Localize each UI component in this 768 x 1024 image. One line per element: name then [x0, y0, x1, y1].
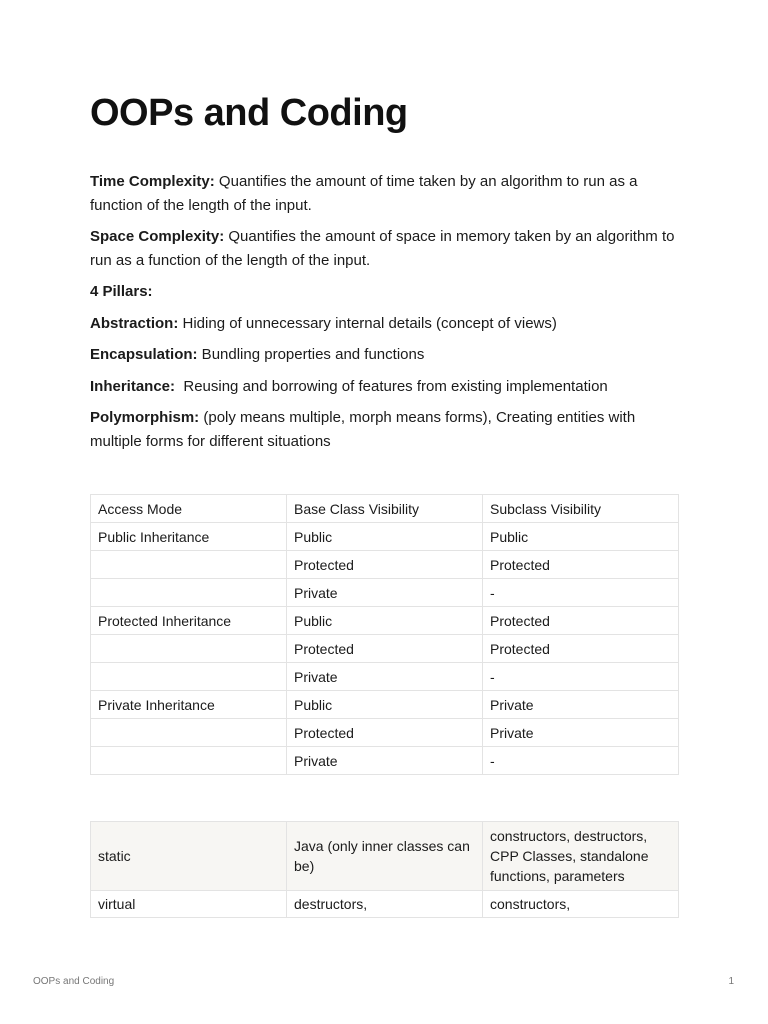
pillars-heading: [90, 280, 678, 304]
table-cell: Private: [287, 579, 483, 607]
definition-term: Polymorphism:: [90, 409, 200, 426]
definition-term: Inheritance:: [90, 377, 176, 395]
table-row: [91, 891, 679, 918]
table-row: [91, 523, 679, 551]
definition-term: Time Complexity:: [90, 173, 215, 190]
table-cell: [91, 747, 287, 775]
row-header-cell: virtual: [91, 891, 287, 918]
header-cell: Subclass Visibility: [483, 495, 679, 523]
table-cell: Private Inheritance: [91, 691, 287, 719]
table-cell: [91, 579, 287, 607]
table-row: [91, 607, 679, 635]
table-cell: Public: [483, 523, 679, 551]
definition-text: Hiding of unnecessary internal details (concept of views): [178, 314, 557, 332]
table-cell: Public Inheritance: [91, 523, 287, 551]
definition-inheritance: [90, 375, 678, 399]
table-cell: Private: [483, 691, 679, 719]
table-cell: [91, 635, 287, 663]
page-title: OOPs and Coding: [90, 92, 408, 134]
table-cell: Java (only inner classes can be): [287, 822, 483, 891]
definition-text: (poly means multiple, morph means forms), Creating entities with multiple forms for different situations: [90, 409, 636, 450]
table-row: [91, 691, 679, 719]
definition-space-complexity: [90, 225, 678, 272]
definition-encapsulation: [90, 343, 678, 367]
table-cell: Protected: [483, 551, 679, 579]
definition-term: Space Complexity:: [90, 228, 225, 245]
table-header-row: [91, 822, 679, 891]
table-cell: constructors, destructors, CPP Classes, standalone functions, parameters: [483, 822, 679, 891]
table-cell: Protected: [483, 635, 679, 663]
table-cell: Private: [287, 663, 483, 691]
table-cell: -: [483, 663, 679, 691]
definition-text: Bundling properties and functions: [197, 346, 425, 363]
footer-title: OOPs and Coding: [33, 976, 115, 987]
definition-term: Abstraction:: [90, 314, 179, 332]
definition-abstraction: [90, 312, 678, 336]
definitions-section: [90, 170, 678, 461]
table-row: [91, 579, 679, 607]
table-cell: Private: [287, 747, 483, 775]
table-cell: [91, 551, 287, 579]
table-row: [91, 635, 679, 663]
table-cell: -: [483, 747, 679, 775]
row-header-cell: static: [91, 822, 287, 891]
definition-text: Quantifies the amount of time taken by an algorithm to run as a function of the length of the input.: [90, 173, 638, 214]
definition-term: Encapsulation:: [90, 346, 198, 363]
header-cell: Access Mode: [91, 495, 287, 523]
table-row: [91, 747, 679, 775]
table-cell: Protected: [287, 635, 483, 663]
definition-time-complexity: [90, 170, 678, 217]
modifier-table: [90, 821, 679, 918]
page-number: 1: [728, 976, 734, 987]
table-row: [91, 719, 679, 747]
definition-text: Quantifies the amount of space in memory taken by an algorithm to run as a function of the length of the input.: [90, 228, 675, 269]
table-cell: Private: [483, 719, 679, 747]
table-row: [91, 663, 679, 691]
table-cell: constructors,: [483, 891, 679, 918]
table-header-row: [91, 495, 679, 523]
table-cell: [91, 663, 287, 691]
definition-polymorphism: [90, 406, 678, 453]
definition-term: 4 Pillars:: [90, 283, 153, 300]
table-cell: Protected: [483, 607, 679, 635]
table-cell: -: [483, 579, 679, 607]
table-cell: Protected: [287, 551, 483, 579]
table-cell: Public: [287, 523, 483, 551]
access-mode-table: [90, 494, 679, 775]
table-cell: Public: [287, 691, 483, 719]
table-cell: Protected Inheritance: [91, 607, 287, 635]
table-cell: Protected: [287, 719, 483, 747]
table-cell: Public: [287, 607, 483, 635]
header-cell: Base Class Visibility: [287, 495, 483, 523]
table-row: [91, 551, 679, 579]
table-cell: destructors,: [287, 891, 483, 918]
definition-text: Reusing and borrowing of features from existing implementation: [175, 377, 608, 395]
table-cell: [91, 719, 287, 747]
